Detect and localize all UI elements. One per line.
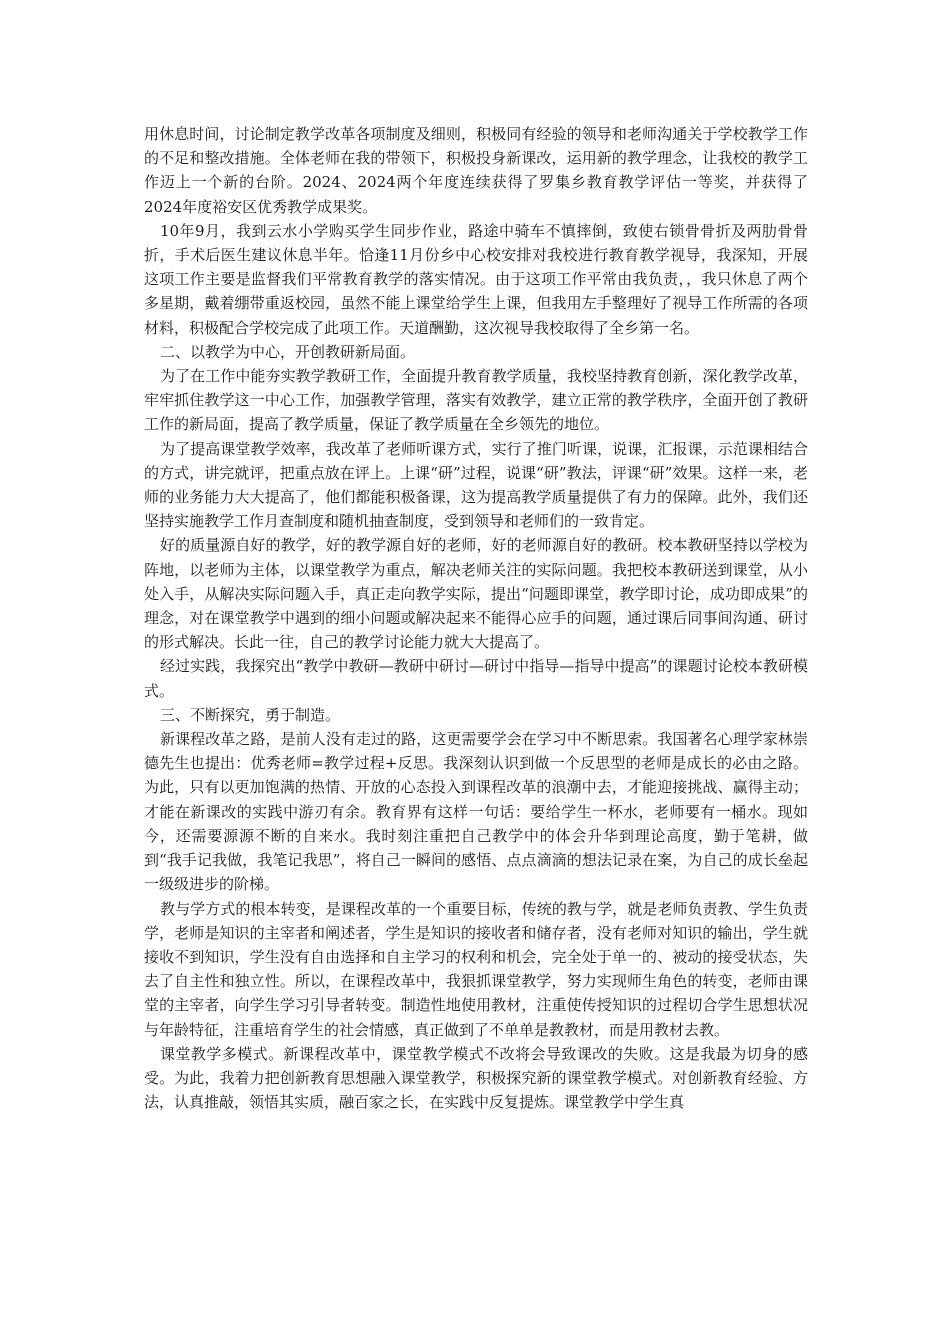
paragraph-lesson-observation: 为了提高课堂教学效率，我改革了老师听课方式，实行了推门听课，说课，汇报课，示范课相结合的方式，讲完就评，把重点放在评上。上课“研”过程，说课“研”教法，评课“研”效果。这样一来，老师的业务能力大大提高了，他们都能积极备课，这为提高教学质量提供了有力的保障。此外，我们还坚持实施教学工作月查制度和随机抽查制度，受到领导和老师们的一致肯定。	[144, 439, 808, 531]
paragraph-continuation: 用休息时间，讨论制定教学改革各项制度及细则，积极同有经验的领导和老师沟通关于学校教学工作的不足和整改措施。全体老师在我的带领下，积极投身新课改，运用新的教学理念，让我校的教学工作迈上一个新的台阶。2024、2024两个年度连续获得了罗集乡教育教学评估一等奖，并获得了2024年度裕安区优秀教学成果奖。	[144, 125, 808, 216]
paragraph-reflection: 新课程改革之路，是前人没有走过的路，这更需要学会在学习中不断思索。我国著名心理学家林崇德先生也提出：优秀老师=教学过程+反思。我深刻认识到做一个反思型的老师是成长的必由之路。为此，只有以更加饱满的热情、开放的心态投入到课程改革的浪潮中去，才能迎接挑战、赢得主动；才能在新课改的实践中游刃有余。教育界有这样一句话：要给学生一杯水，老师要有一桶水。现如今，还需要源源不断的自来水。我时刻注重把自己教学中的体会升华到理论高度，勤于笔耕，做到“我手记我做，我笔记我思”，将自己一瞬间的感悟、点点滴滴的想法记录在案，为自己的成长垒起一级级进步的阶梯。	[144, 730, 808, 894]
paragraph-teaching-transformation: 教与学方式的根本转变，是课程改革的一个重要目标，传统的教与学，就是老师负责教、学生负责学，老师是知识的主宰者和阐述者，学生是知识的接收者和储存者，没有老师对知识的输出，学生就接收不到知识，学生没有自由选择和自主学习的权利和机会，完全处于单一的、被动的接受状态，失去了自主性和独立性。所以，在课程改革中，我狠抓课堂教学，努力实现师生角色的转变，老师由课堂的主宰者，向学生学习引导者转变。制造性地使用教材，注重使传授知识的过程切合学生思想状况与年龄特征，注重培育学生的社会情感，真正做到了不单单是教教材，而是用教材去教。	[144, 899, 808, 1039]
document-page	[144, 122, 808, 1114]
section-heading-two: 二、以教学为中心，开创教研新局面。	[160, 342, 416, 361]
section-heading-three: 三、不断探究，勇于制造。	[160, 705, 341, 724]
paragraph-injury-inspection: 10年9月，我到云水小学购买学生同步作业，路途中骑车不慎摔倒，致使右锁骨骨折及两肋骨骨折，手术后医生建议休息半年。恰逢11月份乡中心校安排对我校进行教育教学视导，我深知，开展这项工作主要是监督我们平常教育教学的落实情况。由于这项工作平常由我负责，，我只休息了两个多星期，戴着绷带重返校园，虽然不能上课堂给学生上课，但我用左手整理好了视导工作所需的各项材料，积极配合学校完成了此项工作。天道酬勤，这次视导我校取得了全乡第一名。	[144, 221, 808, 337]
paragraph-teaching-research: 为了在工作中能夯实教学教研工作，全面提升教育教学质量，我校坚持教育创新，深化教学改革，牢牢抓住教学这一中心工作，加强教学管理，落实有效教学，建立正常的教学秩序，全面开创了教研工作的新局面，提高了教学质量，保证了教学质量在全乡领先的地位。	[144, 367, 808, 434]
paragraph-classroom-models: 课堂教学多模式。新课程改革中，课堂教学模式不改将会导致课改的失败。这是我最为切身的感受。为此，我着力把创新教育思想融入课堂教学，积极探究新的课堂教学模式。对创新教育经验、方法，认真推敲，领悟其实质，融百家之长，在实践中反复提炼。课堂教学中学生真	[144, 1044, 808, 1112]
paragraph-school-based-research: 好的质量源自好的教学，好的教学源自好的老师，好的老师源自好的教研。校本教研坚持以学校为阵地，以老师为主体，以课堂教学为重点，解决老师关注的实际问题。我把校本教研送到课堂，从小处入手，从解决实际问题入手，真正走向教学实际，提出“问题即课堂，教学即讨论，成功即成果”的理念，对在课堂教学中遇到的细小问题或解决起来不能得心应手的问题，通过课后同事间沟通、研讨的形式解决。长此一往，自己的教学讨论能力就大大提高了。	[144, 536, 808, 652]
paragraph-research-model: 经过实践，我探究出“教学中教研—教研中研讨—研讨中指导—指导中提高”的课题讨论校本教研模式。	[144, 657, 808, 700]
